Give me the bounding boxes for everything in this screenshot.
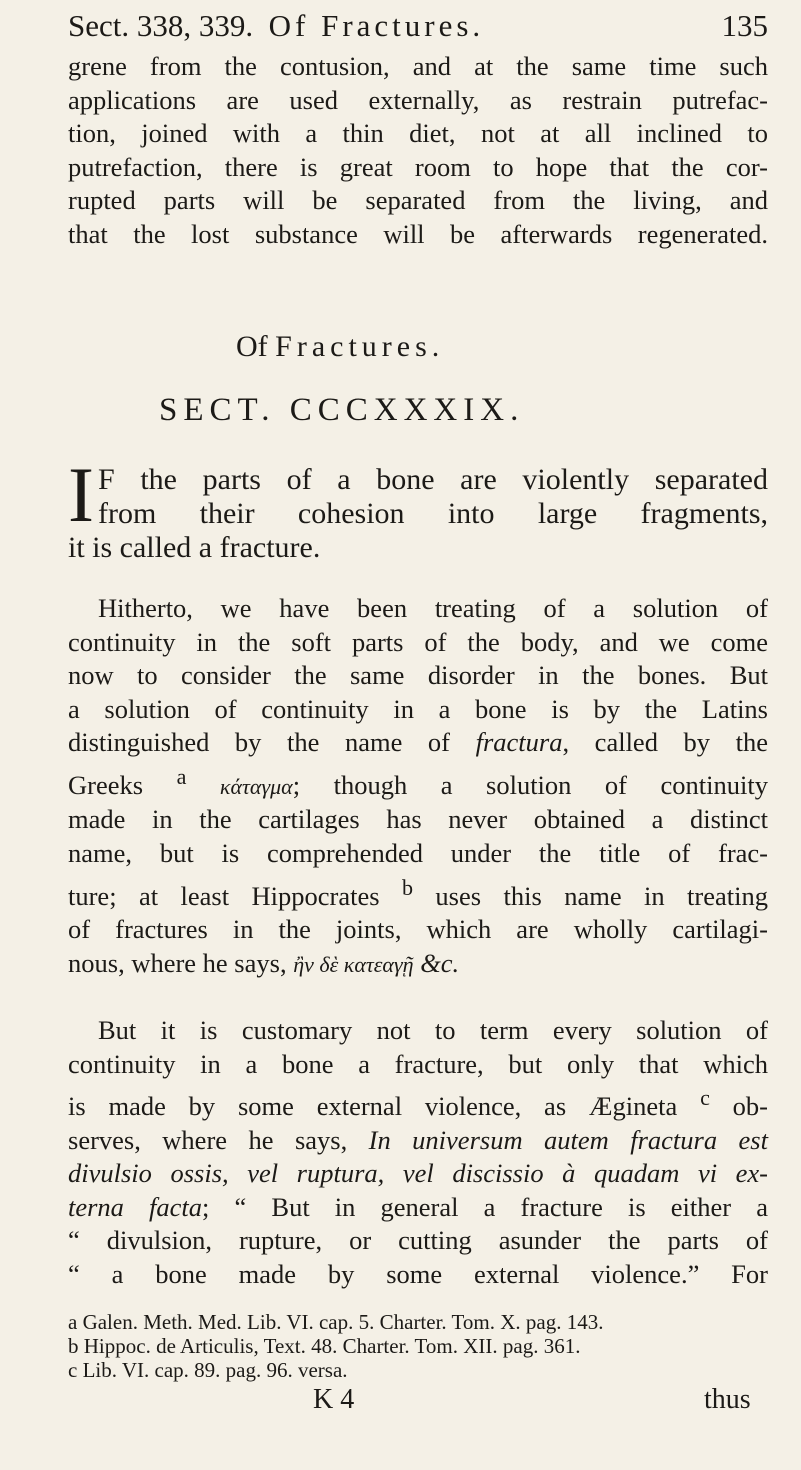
catchword: thus [704, 1384, 751, 1415]
latin-quote: In universum autem fractura est [368, 1124, 768, 1155]
subtitle-prefix: Of [236, 330, 276, 363]
text-line: But it is customary not to term every solution of [98, 1015, 768, 1045]
text-line: name, but is comprehended under the title of frac- [68, 837, 768, 868]
chapter-subtitle [236, 330, 444, 364]
paragraph-contusion [68, 50, 768, 252]
text-line: Greeks $^a$ κάταγμα; though a solution of continuity [68, 763, 768, 800]
text-line: continuity in the soft parts of the body, and we come [68, 626, 768, 657]
text-line: distinguished by the name of fractura, called by the [68, 727, 768, 758]
section-reference: Sect. 338, 339. [68, 8, 254, 43]
page-number: 135 [721, 8, 768, 43]
text-line: from their cohesion into large fragments, [98, 497, 768, 530]
text-line: Hitherto, we have been treating of a solution of [98, 593, 768, 623]
footnote-marker: a [176, 763, 187, 789]
text-line: ture; at least Hippocrates $^b$ uses this name in treating [68, 874, 768, 911]
signature-mark: K 4 [313, 1384, 355, 1415]
latin-term: fractura [475, 727, 563, 758]
text-line: “ divulsion, rupture, or cutting asunder the parts of [68, 1225, 768, 1256]
text-line: continuity in a bone a fracture, but only that which [68, 1048, 768, 1079]
text-line: serves, where he says, In universum autem fractura est [68, 1124, 768, 1155]
footnotes [68, 1310, 768, 1382]
text-line: “ a bone made by some external violence.” For [68, 1258, 768, 1289]
drop-cap: I [68, 451, 94, 538]
latin-quote: terna facta [68, 1191, 203, 1222]
text-line: that the lost substance will be afterwards regenerated. [68, 218, 768, 249]
running-header [68, 8, 768, 48]
text-line [68, 1157, 768, 1191]
footnote: c Lib. VI. cap. 89. pag. 96. versa. [68, 1358, 348, 1382]
text-line: a solution of continuity in a bone is by the Latins [68, 693, 768, 724]
text-line: putrefaction, there is great room to hope that the cor- [68, 151, 768, 182]
text-line: terna facta; “ But in general a fracture is either a [68, 1191, 768, 1222]
greek-quote: ἢν δὲ κατεαγῇ [293, 951, 414, 977]
text-line: made in the cartilages has never obtained a distinct [68, 804, 768, 835]
header-left [68, 8, 484, 44]
text-line: nous, where he says, ἢν δὲ κατεαγῇ &c. [68, 947, 460, 978]
text-line: now to consider the same disorder in the bones. But [68, 660, 768, 691]
text-line: rupted parts will be separated from the living, and [68, 185, 768, 216]
text-line: tion, joined with a thin diet, not at all inclined to [68, 118, 768, 149]
greek-term: κάταγμα [219, 773, 293, 799]
paragraph-external-violence [68, 1014, 768, 1292]
text-line: it is called a fracture. [68, 531, 321, 564]
footnote: a Galen. Meth. Med. Lib. VI. cap. 5. Charter. Tom. X. pag. 143. [68, 1310, 604, 1334]
text-line: is made by some external violence, as Ægineta $^c$ ob- [68, 1085, 769, 1122]
text-line: F the parts of a bone are violently separated [98, 463, 768, 496]
subtitle-spaced: Fractures. [275, 330, 445, 363]
footnote-marker: b [401, 874, 414, 900]
paragraph-solution-of-continuity [68, 592, 768, 981]
text-line: applications are used externally, as restrain putrefac- [68, 84, 768, 115]
running-title: Of Fractures. [268, 8, 485, 43]
text-line: grene from the contusion, and at the same time such [68, 51, 768, 81]
footnote-marker: c [700, 1085, 710, 1111]
intro-paragraph [68, 451, 768, 565]
latin-quote: divulsio ossis, vel ruptura, vel discissio à quadam vi ex- [68, 1158, 768, 1189]
section-heading: SECT. CCCXXXIX. [159, 392, 525, 428]
text-line: of fractures in the joints, which are wholly cartilagi- [68, 914, 768, 944]
footnote: b Hippoc. de Articulis, Text. 48. Charter. Tom. XII. pag. 361. [68, 1334, 581, 1358]
